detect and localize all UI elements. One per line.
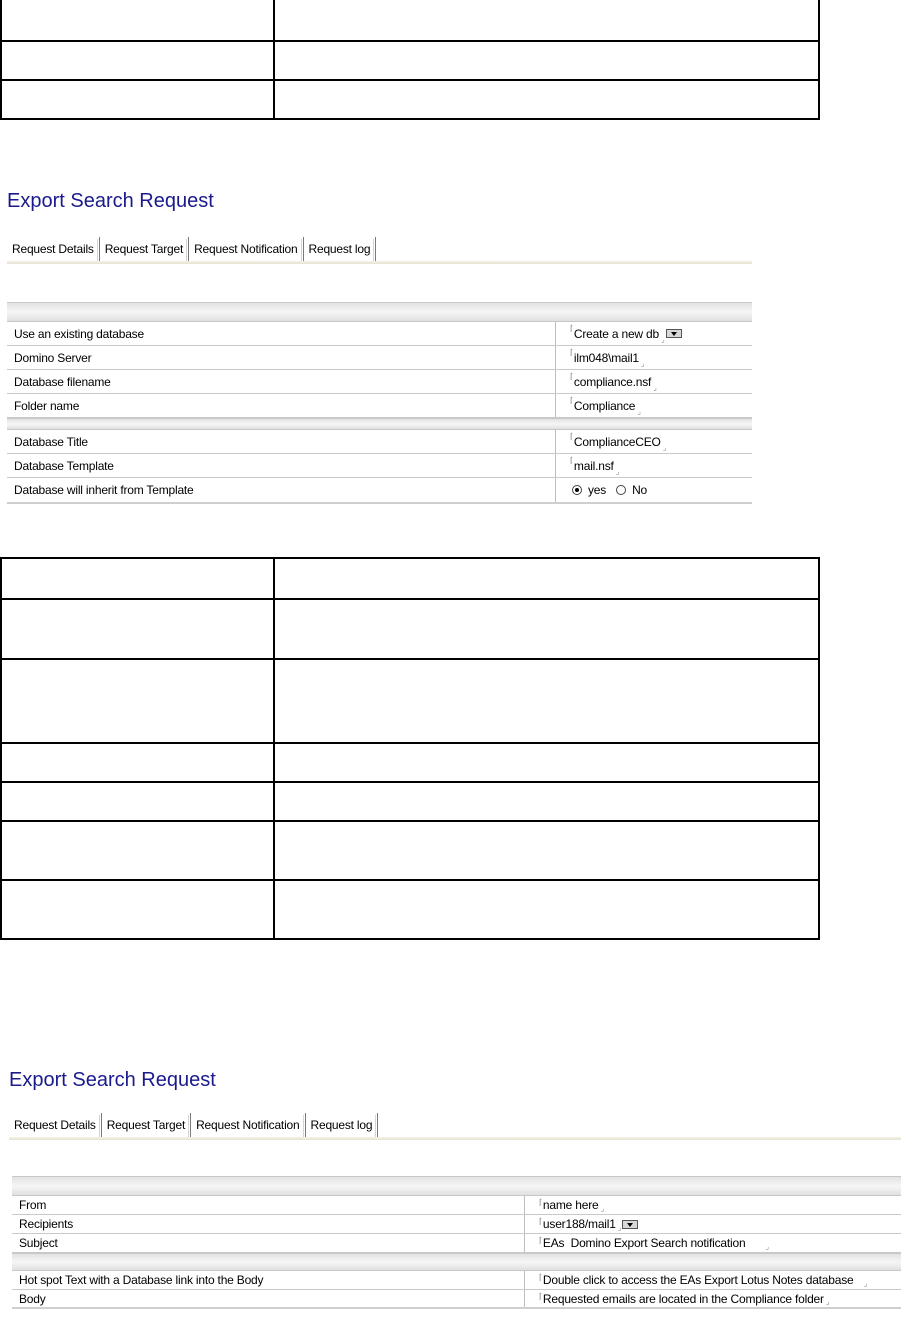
inherit-radio-group bbox=[556, 478, 647, 502]
form-row bbox=[7, 394, 752, 418]
field-close-marker: ⌟ bbox=[615, 467, 620, 476]
field-open-marker: ⌈ bbox=[539, 1236, 542, 1245]
field-value: Double click to access the EAs Export Lotus Notes database bbox=[542, 1273, 854, 1287]
field-close-marker: ⌟ bbox=[600, 1204, 605, 1213]
field-close-marker: ⌟ bbox=[653, 383, 657, 392]
radio-yes-label: yes bbox=[588, 483, 607, 497]
form-row bbox=[12, 1234, 901, 1253]
field-value: user188/mail1 bbox=[542, 1217, 616, 1231]
tab-underline bbox=[7, 261, 752, 264]
field-open-marker: ⌈ bbox=[539, 1273, 542, 1282]
field-value: Requested emails are located in the Compliance folder bbox=[542, 1291, 824, 1306]
radio-no[interactable] bbox=[616, 485, 626, 495]
field-label: Subject bbox=[12, 1234, 525, 1252]
recipients-select[interactable] bbox=[525, 1215, 638, 1233]
form-row bbox=[12, 1196, 901, 1215]
section-bar bbox=[7, 418, 752, 430]
tab-request-target[interactable]: Request Target bbox=[102, 1113, 191, 1137]
folder-name-field[interactable] bbox=[556, 394, 641, 417]
request-notification-form bbox=[12, 1176, 901, 1309]
field-close-marker: ⌟ bbox=[640, 359, 645, 368]
body-field[interactable] bbox=[525, 1290, 829, 1307]
table-row bbox=[1, 41, 819, 80]
field-open-marker: ⌈ bbox=[570, 456, 573, 465]
field-close-marker: ⌟ bbox=[617, 1223, 622, 1232]
field-label: Domino Server bbox=[7, 346, 556, 369]
field-label: Database filename bbox=[7, 370, 556, 393]
tab-request-log[interactable]: Request log bbox=[306, 1113, 379, 1137]
field-open-marker: ⌈ bbox=[570, 348, 573, 357]
table-row bbox=[1, 80, 819, 119]
field-value: ComplianceCEO bbox=[573, 434, 661, 449]
field-open-marker: ⌈ bbox=[539, 1292, 542, 1301]
field-open-marker: ⌈ bbox=[539, 1217, 542, 1226]
field-value: EAs Domino Export Search notification bbox=[542, 1236, 746, 1250]
field-label: Hot spot Text with a Database link into the Body bbox=[12, 1271, 525, 1289]
tab-bar bbox=[9, 1113, 378, 1137]
tab-request-notification[interactable]: Request Notification bbox=[189, 237, 303, 261]
radio-yes[interactable] bbox=[572, 485, 582, 495]
field-value: compliance.nsf bbox=[573, 374, 652, 389]
page-title: Export Search Request bbox=[7, 190, 214, 212]
field-label: Use an existing database bbox=[7, 322, 556, 345]
field-open-marker: ⌈ bbox=[539, 1198, 542, 1207]
field-label: Folder name bbox=[7, 394, 556, 417]
database-filename-field[interactable] bbox=[556, 370, 657, 393]
field-value: ilm048\mail1 bbox=[573, 350, 639, 365]
field-open-marker: ⌈ bbox=[570, 372, 573, 381]
field-close-marker: ⌟ bbox=[662, 443, 667, 452]
radio-no-label: No bbox=[632, 483, 648, 497]
page-title: Export Search Request bbox=[9, 1069, 216, 1091]
chevron-down-icon[interactable] bbox=[666, 329, 682, 338]
tab-request-target[interactable]: Request Target bbox=[100, 237, 189, 261]
field-close-marker: ⌟ bbox=[765, 1242, 769, 1251]
table-row bbox=[1, 599, 819, 659]
form-row bbox=[7, 322, 752, 346]
tab-request-details[interactable]: Request Details bbox=[7, 237, 100, 261]
hotspot-text-field[interactable] bbox=[525, 1271, 867, 1289]
field-value: Create a new db bbox=[573, 326, 659, 341]
database-template-field[interactable] bbox=[556, 454, 619, 477]
domino-server-field[interactable] bbox=[556, 346, 644, 369]
field-label: Body bbox=[12, 1290, 525, 1307]
form-row bbox=[7, 478, 752, 504]
tab-request-log[interactable]: Request log bbox=[304, 237, 377, 261]
form-row bbox=[7, 430, 752, 454]
section-bar bbox=[12, 1176, 901, 1196]
field-label: Database Title bbox=[7, 430, 556, 453]
field-value: name here bbox=[542, 1198, 599, 1212]
request-target-form bbox=[7, 302, 752, 504]
subject-field[interactable] bbox=[525, 1234, 769, 1252]
table-row bbox=[1, 0, 819, 41]
tab-request-notification[interactable]: Request Notification bbox=[191, 1113, 305, 1137]
section-bar bbox=[7, 302, 752, 322]
field-value: mail.nsf bbox=[573, 458, 614, 473]
form-row bbox=[12, 1271, 901, 1290]
form-row bbox=[7, 370, 752, 394]
table-row bbox=[1, 558, 819, 599]
field-label: From bbox=[12, 1196, 525, 1214]
existing-db-select[interactable] bbox=[556, 322, 682, 345]
field-value: Compliance bbox=[573, 398, 636, 413]
form-row bbox=[7, 454, 752, 478]
field-label: Database will inherit from Template bbox=[7, 478, 556, 502]
section-bar bbox=[12, 1253, 901, 1271]
table-row bbox=[1, 880, 819, 939]
field-label: Recipients bbox=[12, 1215, 525, 1233]
field-open-marker: ⌈ bbox=[570, 324, 573, 333]
field-open-marker: ⌈ bbox=[570, 396, 573, 405]
field-open-marker: ⌈ bbox=[570, 432, 573, 441]
field-close-marker: ⌟ bbox=[637, 407, 641, 416]
form-row bbox=[7, 346, 752, 370]
table-row bbox=[1, 659, 819, 743]
table-row bbox=[1, 743, 819, 782]
tab-underline bbox=[9, 1137, 901, 1140]
form-row bbox=[12, 1290, 901, 1309]
chevron-down-icon[interactable] bbox=[622, 1220, 638, 1229]
from-field[interactable] bbox=[525, 1196, 604, 1214]
field-close-marker: ⌟ bbox=[825, 1297, 830, 1306]
top-table bbox=[0, 0, 820, 120]
tab-bar bbox=[7, 237, 376, 261]
tab-request-details[interactable]: Request Details bbox=[9, 1113, 102, 1137]
table-row bbox=[1, 821, 819, 880]
field-close-marker: ⌟ bbox=[660, 335, 665, 344]
field-close-marker: ⌟ bbox=[863, 1279, 868, 1288]
database-title-field[interactable] bbox=[556, 430, 666, 453]
form-row bbox=[12, 1215, 901, 1234]
middle-table bbox=[0, 557, 820, 940]
table-row bbox=[1, 782, 819, 821]
field-label: Database Template bbox=[7, 454, 556, 477]
